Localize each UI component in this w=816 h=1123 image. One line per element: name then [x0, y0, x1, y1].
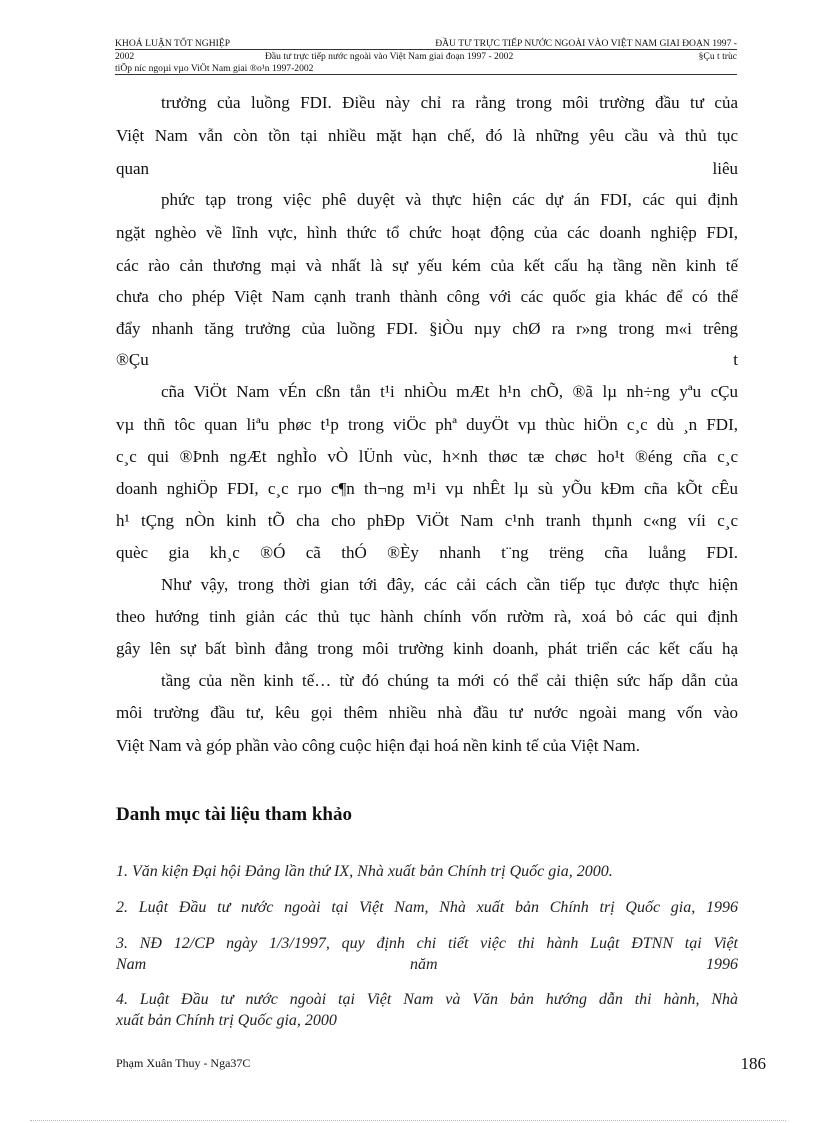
- text-fragment: t: [733, 350, 738, 369]
- text-line: gây lên sự bất bình đẳng trong môi trường kinh doanh, phát triển các kết cấu hạ: [116, 639, 738, 658]
- text-line: phức tạp trong việc phê duyệt và thực hiện các dự án FDI, các qui định: [161, 190, 738, 209]
- text-line: Việt Nam vẫn còn tồn tại nhiều mặt hạn chế, đó là những yêu cầu và thủ tục: [116, 126, 738, 145]
- text-line: doanh nghiÖp FDI, c¸c rµo c¶n th¬ng m¹i vµ nhÊt lµ sù yÕu kÐm cña kÕt cÊu: [116, 479, 738, 498]
- text-line: chưa cho phép Việt Nam cạnh tranh thành công với các quốc gia khác để có thể: [116, 287, 738, 306]
- text-line: trưởng của luồng FDI. Điều này chỉ ra rằng trong môi trường đầu tư của: [161, 93, 738, 112]
- text-line: vµ thñ tôc quan liªu phøc t¹p trong viÖc phª duyÖt vµ thùc hiÖn c¸c dù ¸n FDI,: [116, 415, 738, 434]
- reference-fragment: Nam: [116, 956, 147, 973]
- header-line3: tiÕp níc ngoµi vµo ViÖt Nam giai ®o¹n 1997-2002: [115, 63, 314, 74]
- text-line: các rào cản thương mại và nhất là sự yếu kém của kết cấu hạ tầng nền kinh tế: [116, 256, 738, 275]
- text-line: Việt Nam và góp phần vào công cuộc hiện đại hoá nền kinh tế của Việt Nam.: [116, 736, 641, 755]
- text-line: đẩy nhanh tăng trưởng của luồng FDI. §iÒu nµy chØ ra r»ng trong m«i trêng: [116, 319, 738, 338]
- running-header: [115, 38, 737, 50]
- text-line-split: [116, 158, 738, 180]
- header-line2-mid: Đầu tư trực tiếp nước ngoài vào Việt Nam giai đoạn 1997 - 2002: [265, 51, 514, 62]
- text-line: Như vậy, trong thời gian tới đây, các cải cách cần tiếp tục được thực hiện: [161, 575, 738, 594]
- text-line: c¸c qui ®Þnh ngÆt nghÌo vÒ lÜnh vùc, h×nh thøc tæ chøc ho¹t ®éng cña c¸c: [116, 447, 738, 466]
- header-line2-right: §Çu t trùc: [698, 51, 737, 62]
- reference-item: 1. Văn kiện Đại hội Đảng lần thứ IX, Nhà xuất bản Chính trị Quốc gia, 2000.: [116, 863, 613, 880]
- reference-fragment: 1996: [706, 956, 738, 973]
- page-number: 186: [740, 1054, 766, 1073]
- reference-item: 3. NĐ 12/CP ngày 1/3/1997, quy định chi tiết việc thi hành Luật ĐTNN tại Việt: [116, 935, 738, 952]
- text-line: môi trường đầu tư, kêu gọi thêm nhiều nhà đầu tư nước ngoài mang vốn vào: [116, 703, 738, 722]
- text-line-split: [116, 349, 738, 371]
- text-fragment: liêu: [712, 159, 738, 178]
- page-bottom-divider: [30, 1120, 786, 1121]
- reference-fragment: năm: [410, 956, 438, 973]
- footer-author: Phạm Xuân Thuy - Nga37C: [116, 1056, 251, 1070]
- reference-item: xuất bản Chính trị Quốc gia, 2000: [116, 1012, 337, 1029]
- reference-item-split: [116, 955, 738, 975]
- text-line: theo hướng tinh giản các thủ tục hành chính vốn rườm rà, xoá bỏ các qui định: [116, 607, 738, 626]
- running-header-line3: [115, 63, 737, 75]
- header-line2-left: 2002: [115, 51, 135, 62]
- running-header-line2: [115, 51, 737, 62]
- text-fragment: ®Çu: [116, 350, 149, 369]
- header-left: KHOÁ LUẬN TỐT NGHIỆP: [115, 38, 231, 49]
- text-line: ngặt nghèo về lĩnh vực, hình thức tổ chức hoạt động của các doanh nghiệp FDI,: [116, 223, 738, 242]
- reference-item: 2. Luật Đầu tư nước ngoài tại Việt Nam, Nhà xuất bản Chính trị Quốc gia, 1996: [116, 899, 738, 916]
- text-line: h¹ tÇng nÒn kinh tÕ cha cho phÐp ViÖt Nam c¹nh tranh thµnh c«ng víi c¸c: [116, 511, 738, 530]
- references-heading: Danh mục tài liệu tham khảo: [116, 804, 352, 825]
- text-line: tầng của nền kinh tế… từ đó chúng ta mới có thể cải thiện sức hấp dẫn của: [161, 671, 738, 690]
- text-line: cña ViÖt Nam vÉn cßn tån t¹i nhiÒu mÆt h¹n chÕ, ®ã lµ nh÷ng yªu cÇu: [161, 382, 738, 401]
- text-line: quèc gia kh¸c ®Ó cã thÓ ®Èy nhanh t¨ng trëng cña luång FDI.: [116, 543, 738, 562]
- header-right: ĐẦU TƯ TRỰC TIẾP NƯỚC NGOÀI VÀO VIỆT NAM GIAI ĐOẠN 1997 -: [435, 38, 737, 49]
- reference-item: 4. Luật Đầu tư nước ngoài tại Việt Nam và Văn bản hướng dẫn thi hành, Nhà: [116, 991, 738, 1008]
- text-fragment: quan: [116, 159, 150, 178]
